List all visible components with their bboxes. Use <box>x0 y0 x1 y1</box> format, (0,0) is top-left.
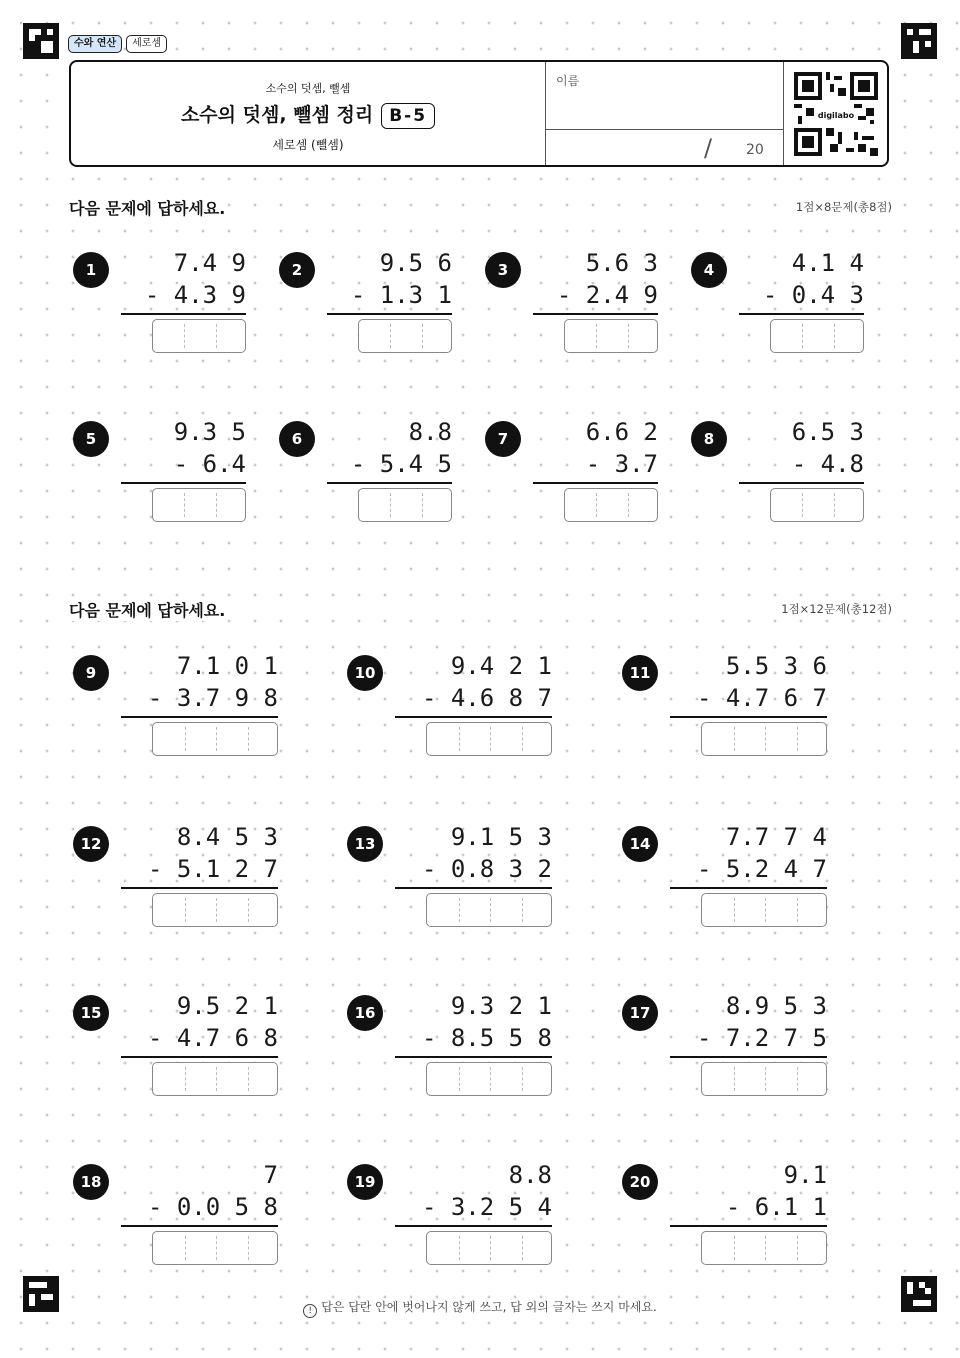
answer-cell-divider <box>596 324 597 348</box>
subtrahend: - 5.2 4 7 <box>696 855 827 883</box>
answer-rule <box>327 482 452 484</box>
answer-cell-divider <box>490 727 491 751</box>
answer-cell-divider <box>522 1236 523 1260</box>
answer-rule <box>121 1056 278 1058</box>
answer-cell-divider <box>765 1236 766 1260</box>
answer-rule <box>395 1056 552 1058</box>
answer-cell-divider <box>490 1067 491 1091</box>
answer-cell-divider <box>185 1236 186 1260</box>
answer-cell-divider <box>248 1067 249 1091</box>
minuend: 8.8 <box>508 1161 552 1189</box>
minuend: 7.7 7 4 <box>725 823 827 851</box>
answer-rule <box>395 716 552 718</box>
answer-cell-divider <box>522 727 523 751</box>
minuend: 6.5 3 <box>791 418 864 446</box>
answer-cell-divider <box>628 493 629 517</box>
info-icon: ! <box>303 1304 317 1318</box>
section-1-title: 다음 문제에 답하세요. <box>69 196 228 219</box>
answer-box[interactable] <box>701 1231 827 1265</box>
minuend: 8.4 5 3 <box>176 823 278 851</box>
problem-number: 1 <box>73 252 109 288</box>
answer-box[interactable] <box>426 893 552 927</box>
answer-box[interactable] <box>564 488 658 522</box>
answer-cell-divider <box>248 898 249 922</box>
answer-cell-divider <box>802 493 803 517</box>
answer-cell-divider <box>802 324 803 348</box>
answer-cell-divider <box>734 898 735 922</box>
tag-subcategory: 세로셈 <box>126 35 167 53</box>
answer-rule <box>739 313 864 315</box>
footer-note <box>0 1298 960 1318</box>
answer-cell-divider <box>459 1236 460 1260</box>
answer-cell-divider <box>522 898 523 922</box>
minuend: 9.3 2 1 <box>450 992 552 1020</box>
answer-cell-divider <box>490 898 491 922</box>
minuend: 8.9 5 3 <box>725 992 827 1020</box>
problem-number: 19 <box>347 1164 383 1200</box>
problem-number: 9 <box>73 655 109 691</box>
answer-cell-divider <box>734 1067 735 1091</box>
problem-number: 4 <box>691 252 727 288</box>
header-subtitle: 세로셈 (뺄셈) <box>272 138 344 152</box>
answer-box[interactable] <box>426 722 552 756</box>
answer-box[interactable] <box>152 1231 278 1265</box>
header-title-area <box>71 62 545 165</box>
subtrahend: - 1.3 1 <box>350 281 452 309</box>
answer-rule <box>327 313 452 315</box>
minuend: 9.1 <box>783 1161 827 1189</box>
problem-number: 5 <box>73 421 109 457</box>
minuend: 9.1 5 3 <box>450 823 552 851</box>
subtrahend: - 4.6 8 7 <box>421 684 552 712</box>
level-badge: B-5 <box>381 103 435 129</box>
answer-cell-divider <box>522 1067 523 1091</box>
name-divider <box>546 129 783 130</box>
answer-cell-divider <box>734 1236 735 1260</box>
answer-rule <box>670 887 827 889</box>
answer-box[interactable] <box>564 319 658 353</box>
answer-box[interactable] <box>358 488 452 522</box>
problem-number: 17 <box>622 995 658 1031</box>
answer-cell-divider <box>184 493 185 517</box>
answer-cell-divider <box>797 1236 798 1260</box>
answer-cell-divider <box>765 898 766 922</box>
answer-cell-divider <box>596 493 597 517</box>
answer-cell-divider <box>459 727 460 751</box>
answer-box[interactable] <box>152 1062 278 1096</box>
subtrahend: - 5.4 5 <box>350 450 452 478</box>
problem-number: 3 <box>485 252 521 288</box>
answer-rule <box>395 887 552 889</box>
answer-box[interactable] <box>152 722 278 756</box>
answer-box[interactable] <box>152 319 246 353</box>
answer-rule <box>739 482 864 484</box>
subtrahend: - 4.3 9 <box>144 281 246 309</box>
footer-text: 답은 답란 안에 벗어나지 않게 쓰고, 답 외의 글자는 쓰지 마세요. <box>321 1300 657 1314</box>
problem-number: 13 <box>347 826 383 862</box>
subtrahend: - 0.0 5 8 <box>147 1193 278 1221</box>
answer-cell-divider <box>216 324 217 348</box>
subtrahend: - 3.2 5 4 <box>421 1193 552 1221</box>
corner-marker-top-left <box>23 23 59 59</box>
minuend: 5.5 3 6 <box>725 652 827 680</box>
subtrahend: - 0.4 3 <box>762 281 864 309</box>
minuend: 5.6 3 <box>585 249 658 277</box>
minuend: 6.6 2 <box>585 418 658 446</box>
answer-box[interactable] <box>152 488 246 522</box>
name-label: 이름 <box>556 74 580 88</box>
minuend: 7 <box>263 1161 278 1189</box>
minuend: 9.5 6 <box>379 249 452 277</box>
header-small-title: 소수의 덧셈, 뺄셈 <box>265 82 351 95</box>
problem-number: 10 <box>347 655 383 691</box>
answer-cell-divider <box>248 1236 249 1260</box>
answer-cell-divider <box>248 727 249 751</box>
score-slash: / <box>704 134 713 162</box>
answer-cell-divider <box>216 898 217 922</box>
answer-cell-divider <box>216 727 217 751</box>
answer-cell-divider <box>765 727 766 751</box>
subtrahend: - 6.1 1 <box>725 1193 827 1221</box>
problem-number: 6 <box>279 421 315 457</box>
answer-rule <box>121 313 246 315</box>
minuend: 9.3 5 <box>173 418 246 446</box>
answer-box[interactable] <box>701 722 827 756</box>
answer-cell-divider <box>216 1236 217 1260</box>
answer-cell-divider <box>390 324 391 348</box>
subtrahend: - 8.5 5 8 <box>421 1024 552 1052</box>
problem-number: 15 <box>73 995 109 1031</box>
answer-box[interactable] <box>770 319 864 353</box>
answer-rule <box>121 887 278 889</box>
answer-box[interactable] <box>426 1231 552 1265</box>
answer-box[interactable] <box>152 893 278 927</box>
answer-cell-divider <box>797 727 798 751</box>
score-total: 20 <box>746 142 764 158</box>
problem-number: 20 <box>622 1164 658 1200</box>
section-2-note: 1점×12문제(총12점) <box>781 602 892 616</box>
corner-marker-top-right <box>901 23 937 59</box>
answer-cell-divider <box>734 727 735 751</box>
answer-cell-divider <box>459 1067 460 1091</box>
qr-code <box>794 72 878 160</box>
problem-number: 7 <box>485 421 521 457</box>
problem-number: 18 <box>73 1164 109 1200</box>
answer-cell-divider <box>216 1067 217 1091</box>
qr-label: digilabo <box>817 111 855 120</box>
page-title <box>71 100 545 129</box>
answer-cell-divider <box>216 493 217 517</box>
answer-box[interactable] <box>358 319 452 353</box>
answer-box[interactable] <box>701 893 827 927</box>
answer-rule <box>121 716 278 718</box>
subtrahend: - 2.4 9 <box>556 281 658 309</box>
answer-cell-divider <box>184 324 185 348</box>
subtrahend: - 6.4 <box>173 450 246 478</box>
minuend: 7.4 9 <box>173 249 246 277</box>
subtrahend: - 4.7 6 8 <box>147 1024 278 1052</box>
problem-number: 12 <box>73 826 109 862</box>
category-tags <box>68 35 167 53</box>
answer-rule <box>670 1056 827 1058</box>
answer-rule <box>395 1225 552 1227</box>
answer-cell-divider <box>185 1067 186 1091</box>
answer-cell-divider <box>422 324 423 348</box>
answer-rule <box>121 1225 278 1227</box>
answer-box[interactable] <box>426 1062 552 1096</box>
answer-rule <box>670 716 827 718</box>
answer-cell-divider <box>185 727 186 751</box>
subtrahend: - 4.8 <box>791 450 864 478</box>
answer-cell-divider <box>390 493 391 517</box>
answer-rule <box>533 482 658 484</box>
worksheet-header <box>69 60 889 167</box>
tag-category: 수와 연산 <box>68 35 122 53</box>
minuend: 8.8 <box>408 418 452 446</box>
answer-cell-divider <box>797 1067 798 1091</box>
subtrahend: - 4.7 6 7 <box>696 684 827 712</box>
problem-number: 8 <box>691 421 727 457</box>
answer-rule <box>670 1225 827 1227</box>
section-1-note: 1점×8문제(총8점) <box>795 200 892 214</box>
answer-cell-divider <box>459 898 460 922</box>
answer-cell-divider <box>797 898 798 922</box>
answer-cell-divider <box>834 324 835 348</box>
problem-number: 16 <box>347 995 383 1031</box>
subtrahend: - 0.8 3 2 <box>421 855 552 883</box>
minuend: 9.4 2 1 <box>450 652 552 680</box>
answer-cell-divider <box>628 324 629 348</box>
answer-cell-divider <box>834 493 835 517</box>
answer-cell-divider <box>765 1067 766 1091</box>
problem-number: 11 <box>622 655 658 691</box>
subtrahend: - 7.2 7 5 <box>696 1024 827 1052</box>
name-score-area <box>545 62 784 165</box>
problem-number: 14 <box>622 826 658 862</box>
answer-cell-divider <box>422 493 423 517</box>
answer-cell-divider <box>185 898 186 922</box>
minuend: 4.1 4 <box>791 249 864 277</box>
page-title-text: 소수의 덧셈, 뺄셈 정리 <box>180 104 374 126</box>
problem-number: 2 <box>279 252 315 288</box>
answer-rule <box>121 482 246 484</box>
answer-box[interactable] <box>701 1062 827 1096</box>
minuend: 9.5 2 1 <box>176 992 278 1020</box>
section-2-title: 다음 문제에 답하세요. <box>69 598 228 621</box>
subtrahend: - 5.1 2 7 <box>147 855 278 883</box>
answer-rule <box>533 313 658 315</box>
answer-cell-divider <box>490 1236 491 1260</box>
subtrahend: - 3.7 9 8 <box>147 684 278 712</box>
minuend: 7.1 0 1 <box>176 652 278 680</box>
subtrahend: - 3.7 <box>585 450 658 478</box>
answer-box[interactable] <box>770 488 864 522</box>
